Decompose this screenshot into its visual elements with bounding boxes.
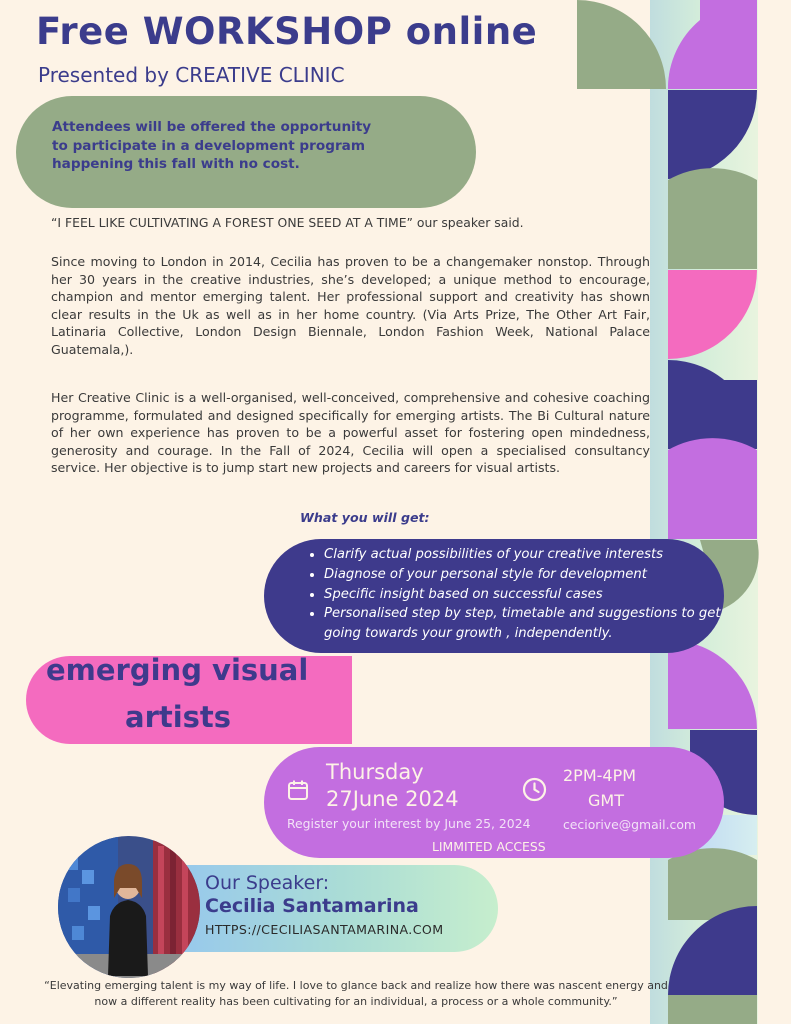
benefit-item: • Personalised step by step, timetable and suggestions to get going towards your growth , independently. <box>324 604 744 644</box>
calendar-icon <box>287 779 309 801</box>
clock-icon <box>522 777 547 802</box>
page-subtitle: Presented by CREATIVE CLINIC <box>38 63 345 87</box>
speaker-website-link[interactable]: HTTPS://CECILIASANTAMARINA.COM <box>205 922 444 937</box>
benefit-item: • Specific insight based on successful cases <box>324 585 744 605</box>
event-timezone: GMT <box>588 791 624 810</box>
benefit-item: • Diagnose of your personal style for development <box>324 565 744 585</box>
benefits-list <box>304 545 744 644</box>
register-deadline: Register your interest by June 25, 2024 <box>287 816 531 831</box>
speaker-name: Cecilia Santamarina <box>205 895 419 917</box>
speaker-quote: “I FEEL LIKE CULTIVATING A FOREST ONE SEED AT A TIME” our speaker said. <box>51 215 524 230</box>
footer-quote: “Elevating emerging talent is my way of life. I love to glance back and realize how there was nascent energy and now a different reality has been cultivating for an individual, a process or a whole community.” <box>44 979 668 1008</box>
contact-email[interactable]: ceciorive@gmail.com <box>563 817 696 832</box>
event-date: 27June 2024 <box>326 787 459 811</box>
audience-line-1: emerging visual <box>46 653 309 687</box>
benefits-heading: What you will get: <box>300 510 430 525</box>
offer-text: Attendees will be offered the opportunity to participate in a development program happening this fall with no cost. <box>52 119 372 172</box>
benefit-item: • Clarify actual possibilities of your creative interests <box>324 545 744 565</box>
audience-line-2: artists <box>125 700 232 734</box>
event-time: 2PM-4PM <box>563 766 637 785</box>
bio-paragraph-1: Since moving to London in 2014, Cecilia has proven to be a changemaker nonstop. Through her 30 years in the creative industries, she’s developed; a unique method to encourage, champion and mentor emerging talent. Her professional support and creativity has shown clear results in the Uk as well as in her home country. (Via Arts Prize, The Other Art Fair, Latinaria Collective, London Design Biennale, London Fashion Week, National Palace Guatemala,). <box>51 254 650 357</box>
access-note: LIMMITED ACCESS <box>432 839 546 854</box>
event-day: Thursday <box>326 760 424 784</box>
speaker-avatar <box>58 836 200 978</box>
speaker-label: Our Speaker: <box>205 872 330 894</box>
bio-paragraph-2: Her Creative Clinic is a well-organised, well-conceived, comprehensive and cohesive coaching programme, formulated and designed specifically for emerging artists. The Bi Cultural nature of her own experience has proven to be a powerful asset for fostering open mindedness, generosity and courage. In the Fall of 2024, Cecilia will open a specialised consultancy service. Her objective is to jump start new projects and careers for visual artists. <box>51 390 650 476</box>
page-title: Free WORKSHOP online <box>36 10 538 53</box>
